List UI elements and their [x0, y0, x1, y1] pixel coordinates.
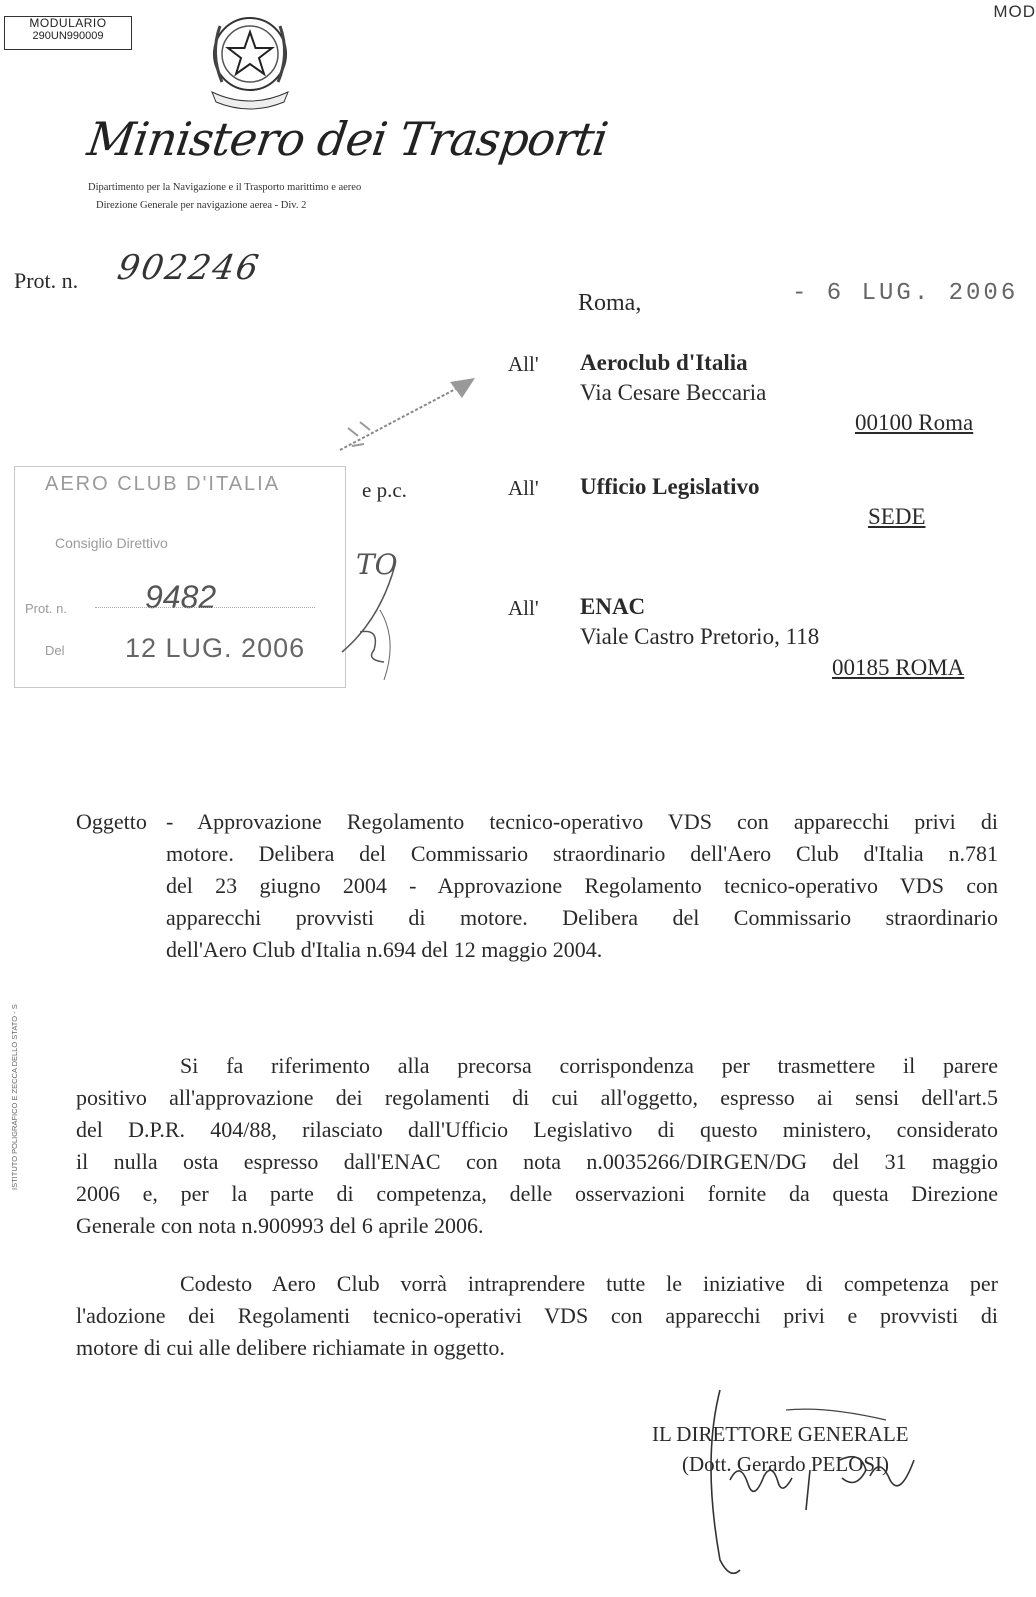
body-line: il nulla osta espresso dall'ENAC con nota n.0035266/DIRGEN/DG del 31 maggio: [76, 1149, 998, 1174]
signature-name: (Dott. Gerardo PELOSI): [682, 1452, 890, 1476]
stamp-subtitle: Consiglio Direttivo: [55, 535, 168, 551]
cc-label: e p.c.: [362, 478, 407, 502]
modulario-box: [4, 16, 132, 50]
recipient-name: ENAC: [580, 594, 646, 619]
subject-line: dell'Aero Club d'Italia n.694 del 12 maggio 2004.: [166, 937, 603, 962]
recipient-prefix: All': [508, 596, 539, 620]
subject-label: Oggetto: [76, 809, 147, 834]
stamp-annotation: TO: [356, 548, 398, 581]
recipient-address: Viale Castro Pretorio, 118: [580, 624, 820, 649]
recipient-prefix: All': [508, 352, 539, 376]
subject-line: del 23 giugno 2004 - Approvazione Regolamento tecnico-operativo VDS con: [166, 873, 998, 898]
recipient-address: Via Cesare Beccaria: [580, 380, 767, 405]
recipient-name: Ufficio Legislativo: [580, 474, 760, 499]
subject-line: - Approvazione Regolamento tecnico-operativo VDS con apparecchi privi di: [166, 809, 998, 834]
recipient-prefix: All': [508, 476, 539, 500]
subject-line: apparecchi provvisti di motore. Delibera del Commissario straordinario: [166, 905, 998, 930]
stamp-prot-label: Prot. n.: [25, 601, 67, 616]
received-stamp: [14, 466, 346, 688]
protocol-label: Prot. n.: [14, 268, 79, 293]
place-label: Roma,: [578, 290, 642, 316]
printer-margin-note: ISTITUTO POLIGRAFICO E ZECCA DELLO STATO - S: [10, 1004, 19, 1190]
body-line: Generale con nota n.900993 del 6 aprile 2006.: [76, 1213, 484, 1238]
arrow-icon: [330, 370, 490, 460]
handwritten-mark-icon: [330, 560, 410, 690]
stamp-title: AERO CLUB D'ITALIA: [45, 473, 281, 495]
stamp-date-label: Del: [45, 643, 65, 658]
handwritten-signature-icon: [690, 1380, 950, 1590]
recipient-city: SEDE: [868, 504, 926, 529]
body-line: motore di cui alle delibere richiamate in oggetto.: [76, 1335, 505, 1360]
modulario-label: MODULARIO: [29, 16, 107, 30]
date-stamp: - 6 LUG. 2006: [792, 280, 1019, 307]
stamp-divider: [95, 607, 315, 608]
body-line: positivo all'approvazione dei regolamenti di cui all'oggetto, espresso ai sensi dell'art.5: [76, 1085, 998, 1110]
body-line: 2006 e, per la parte di competenza, delle osservazioni fornite da questa Direzione: [76, 1181, 998, 1206]
corner-label: MOD: [993, 2, 1036, 21]
republic-emblem-icon: [200, 6, 300, 110]
recipient-city: 00185 ROMA: [832, 655, 965, 680]
body-line: l'adozione dei Regolamenti tecnico-operativi VDS con apparecchi privi e provvisti di: [76, 1303, 998, 1328]
department-line: Dipartimento per la Navigazione e il Trasporto marittimo e aereo: [88, 182, 362, 193]
recipient-name: Aeroclub d'Italia: [580, 350, 748, 375]
subject-line: motore. Delibera del Commissario straordinario dell'Aero Club d'Italia n.781: [166, 841, 998, 866]
body-line: Codesto Aero Club vorrà intraprendere tutte le iniziative di competenza per: [180, 1271, 998, 1296]
protocol-number: 902246: [114, 248, 264, 288]
stamp-prot-number: 9482: [145, 579, 217, 615]
body-line: Si fa riferimento alla precorsa corrispondenza per trasmettere il parere: [180, 1053, 998, 1078]
modulario-code: 290UN990009: [32, 30, 104, 42]
direction-line: Direzione Generale per navigazione aerea - Div. 2: [96, 200, 307, 211]
signature-title: IL DIRETTORE GENERALE: [652, 1422, 909, 1446]
ministry-name: Ministero dei Trasporti: [84, 112, 611, 166]
stamp-date: 12 LUG. 2006: [125, 633, 306, 663]
recipient-city: 00100 Roma: [855, 410, 974, 435]
body-line: del D.P.R. 404/88, rilasciato dall'Ufficio Legislativo di questo ministero, considerato: [76, 1117, 998, 1142]
